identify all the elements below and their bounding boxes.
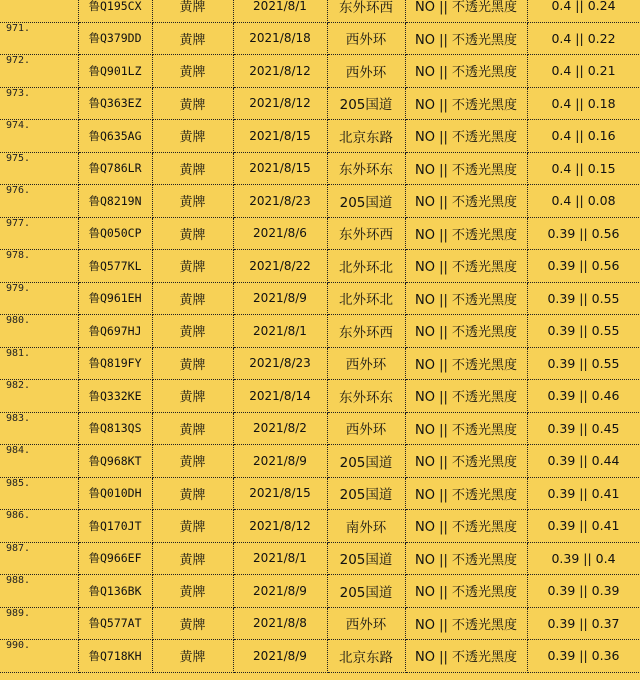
row-number-cell: 988. bbox=[0, 575, 78, 608]
row-number-cell: 979. bbox=[0, 282, 78, 315]
plate-color-cell: 黄牌 bbox=[152, 640, 233, 673]
plate-number-cell: 鲁Q968KT bbox=[78, 445, 152, 478]
date-cell: 2021/8/6 bbox=[233, 217, 327, 250]
road-cell: 西外环 bbox=[327, 22, 405, 55]
table-row bbox=[0, 185, 640, 218]
road-cell: 南外环 bbox=[327, 510, 405, 543]
plate-number-cell: 鲁Q966EF bbox=[78, 542, 152, 575]
measured-values-cell: 0.39 || 0.41 bbox=[527, 477, 640, 510]
check-result-cell: NO || 不透光黑度 bbox=[405, 217, 527, 250]
date-cell: 2021/8/15 bbox=[233, 120, 327, 153]
table-row bbox=[0, 510, 640, 543]
date-cell: 2021/8/22 bbox=[233, 250, 327, 283]
date-cell: 2021/8/9 bbox=[233, 445, 327, 478]
row-number-cell: 972. bbox=[0, 55, 78, 88]
row-number-cell: 980. bbox=[0, 315, 78, 348]
check-result-cell: NO || 不透光黑度 bbox=[405, 607, 527, 640]
check-result-cell: NO || 不透光黑度 bbox=[405, 120, 527, 153]
row-number-cell: 971. bbox=[0, 22, 78, 55]
plate-number-cell: 鲁Q901LZ bbox=[78, 55, 152, 88]
plate-color-cell: 黄牌 bbox=[152, 87, 233, 120]
plate-number-cell: 鲁Q577AT bbox=[78, 607, 152, 640]
road-cell: 西外环 bbox=[327, 347, 405, 380]
measured-values-cell: 0.39 || 0.44 bbox=[527, 445, 640, 478]
date-cell: 2021/8/9 bbox=[233, 575, 327, 608]
check-result-cell: NO || 不透光黑度 bbox=[405, 22, 527, 55]
table-row bbox=[0, 55, 640, 88]
road-cell: 西外环 bbox=[327, 55, 405, 88]
plate-number-cell: 鲁Q786LR bbox=[78, 152, 152, 185]
plate-number-cell: 鲁Q195CX bbox=[78, 0, 152, 22]
row-number-cell: 977. bbox=[0, 217, 78, 250]
check-result-cell: NO || 不透光黑度 bbox=[405, 185, 527, 218]
measured-values-cell: 0.4 || 0.21 bbox=[527, 55, 640, 88]
measured-values-cell: 0.4 || 0.08 bbox=[527, 185, 640, 218]
measured-values-cell: 0.39 || 0.36 bbox=[527, 640, 640, 673]
table-row bbox=[0, 22, 640, 55]
table-row bbox=[0, 640, 640, 673]
table-row bbox=[0, 445, 640, 478]
check-result-cell: NO || 不透光黑度 bbox=[405, 282, 527, 315]
measured-values-cell: 0.39 || 0.55 bbox=[527, 282, 640, 315]
table-row bbox=[0, 87, 640, 120]
date-cell: 2021/8/14 bbox=[233, 380, 327, 413]
road-cell: 东外环西 bbox=[327, 0, 405, 22]
table-row bbox=[0, 250, 640, 283]
date-cell: 2021/8/2 bbox=[233, 412, 327, 445]
plate-color-cell: 黄牌 bbox=[152, 217, 233, 250]
check-result-cell: NO || 不透光黑度 bbox=[405, 542, 527, 575]
plate-number-cell: 鲁Q136BK bbox=[78, 575, 152, 608]
row-number-cell: 987. bbox=[0, 542, 78, 575]
row-number-cell: 981. bbox=[0, 347, 78, 380]
plate-number-cell: 鲁Q050CP bbox=[78, 217, 152, 250]
date-cell: 2021/8/12 bbox=[233, 87, 327, 120]
road-cell: 东外环东 bbox=[327, 380, 405, 413]
plate-color-cell: 黄牌 bbox=[152, 575, 233, 608]
plate-color-cell: 黄牌 bbox=[152, 120, 233, 153]
plate-color-cell: 黄牌 bbox=[152, 55, 233, 88]
measured-values-cell: 0.39 || 0.45 bbox=[527, 412, 640, 445]
plate-number-cell: 鲁Q635AG bbox=[78, 120, 152, 153]
check-result-cell: NO || 不透光黑度 bbox=[405, 412, 527, 445]
table-row bbox=[0, 575, 640, 608]
road-cell: 205国道 bbox=[327, 542, 405, 575]
plate-number-cell: 鲁Q8219N bbox=[78, 185, 152, 218]
road-cell: 205国道 bbox=[327, 477, 405, 510]
plate-color-cell: 黄牌 bbox=[152, 282, 233, 315]
measured-values-cell: 0.39 || 0.56 bbox=[527, 217, 640, 250]
measured-values-cell: 0.39 || 0.55 bbox=[527, 315, 640, 348]
road-cell: 北京东路 bbox=[327, 640, 405, 673]
plate-color-cell: 黄牌 bbox=[152, 315, 233, 348]
check-result-cell: NO || 不透光黑度 bbox=[405, 315, 527, 348]
road-cell: 东外环东 bbox=[327, 152, 405, 185]
date-cell: 2021/8/8 bbox=[233, 607, 327, 640]
road-cell: 205国道 bbox=[327, 575, 405, 608]
check-result-cell: NO || 不透光黑度 bbox=[405, 640, 527, 673]
table-row bbox=[0, 120, 640, 153]
plate-number-cell: 鲁Q379DD bbox=[78, 22, 152, 55]
road-cell: 北外环北 bbox=[327, 250, 405, 283]
measured-values-cell: 0.39 || 0.46 bbox=[527, 380, 640, 413]
table-row bbox=[0, 152, 640, 185]
table-row bbox=[0, 0, 640, 22]
plate-color-cell: 黄牌 bbox=[152, 445, 233, 478]
check-result-cell: NO || 不透光黑度 bbox=[405, 55, 527, 88]
table-row bbox=[0, 217, 640, 250]
plate-number-cell: 鲁Q332KE bbox=[78, 380, 152, 413]
plate-color-cell: 黄牌 bbox=[152, 542, 233, 575]
row-number-cell: 985. bbox=[0, 477, 78, 510]
check-result-cell: NO || 不透光黑度 bbox=[405, 0, 527, 22]
road-cell: 205国道 bbox=[327, 185, 405, 218]
table-row bbox=[0, 282, 640, 315]
check-result-cell: NO || 不透光黑度 bbox=[405, 380, 527, 413]
date-cell: 2021/8/15 bbox=[233, 152, 327, 185]
plate-number-cell: 鲁Q363EZ bbox=[78, 87, 152, 120]
check-result-cell: NO || 不透光黑度 bbox=[405, 477, 527, 510]
row-number-cell: 982. bbox=[0, 380, 78, 413]
measured-values-cell: 0.4 || 0.15 bbox=[527, 152, 640, 185]
check-result-cell: NO || 不透光黑度 bbox=[405, 87, 527, 120]
row-number-cell: 978. bbox=[0, 250, 78, 283]
row-number-cell: 986. bbox=[0, 510, 78, 543]
road-cell: 北外环北 bbox=[327, 282, 405, 315]
row-number-cell: 976. bbox=[0, 185, 78, 218]
road-cell: 205国道 bbox=[327, 87, 405, 120]
row-number-cell: 973. bbox=[0, 87, 78, 120]
date-cell: 2021/8/9 bbox=[233, 640, 327, 673]
measured-values-cell: 0.39 || 0.41 bbox=[527, 510, 640, 543]
row-number-cell: 974. bbox=[0, 120, 78, 153]
check-result-cell: NO || 不透光黑度 bbox=[405, 510, 527, 543]
date-cell: 2021/8/18 bbox=[233, 22, 327, 55]
date-cell: 2021/8/15 bbox=[233, 477, 327, 510]
plate-number-cell: 鲁Q961EH bbox=[78, 282, 152, 315]
row-number-cell: 990. bbox=[0, 640, 78, 673]
plate-number-cell: 鲁Q718KH bbox=[78, 640, 152, 673]
date-cell: 2021/8/1 bbox=[233, 542, 327, 575]
date-cell: 2021/8/12 bbox=[233, 55, 327, 88]
check-result-cell: NO || 不透光黑度 bbox=[405, 347, 527, 380]
road-cell: 北京东路 bbox=[327, 120, 405, 153]
plate-color-cell: 黄牌 bbox=[152, 510, 233, 543]
row-number-cell: 984. bbox=[0, 445, 78, 478]
measured-values-cell: 0.4 || 0.24 bbox=[527, 0, 640, 22]
plate-color-cell: 黄牌 bbox=[152, 412, 233, 445]
date-cell: 2021/8/1 bbox=[233, 315, 327, 348]
measured-values-cell: 0.39 || 0.55 bbox=[527, 347, 640, 380]
measured-values-cell: 0.4 || 0.22 bbox=[527, 22, 640, 55]
date-cell: 2021/8/23 bbox=[233, 185, 327, 218]
table-row bbox=[0, 477, 640, 510]
check-result-cell: NO || 不透光黑度 bbox=[405, 250, 527, 283]
date-cell: 2021/8/12 bbox=[233, 510, 327, 543]
table-row bbox=[0, 380, 640, 413]
table-row bbox=[0, 542, 640, 575]
row-number-cell: 983. bbox=[0, 412, 78, 445]
table-row bbox=[0, 315, 640, 348]
measured-values-cell: 0.4 || 0.18 bbox=[527, 87, 640, 120]
plate-color-cell: 黄牌 bbox=[152, 0, 233, 22]
plate-number-cell: 鲁Q697HJ bbox=[78, 315, 152, 348]
row-number-cell bbox=[0, 0, 78, 22]
road-cell: 205国道 bbox=[327, 445, 405, 478]
plate-color-cell: 黄牌 bbox=[152, 607, 233, 640]
plate-number-cell: 鲁Q170JT bbox=[78, 510, 152, 543]
plate-color-cell: 黄牌 bbox=[152, 380, 233, 413]
table-row bbox=[0, 607, 640, 640]
row-number-cell: 975. bbox=[0, 152, 78, 185]
table-row bbox=[0, 347, 640, 380]
road-cell: 东外环西 bbox=[327, 315, 405, 348]
check-result-cell: NO || 不透光黑度 bbox=[405, 575, 527, 608]
plate-color-cell: 黄牌 bbox=[152, 250, 233, 283]
road-cell: 西外环 bbox=[327, 607, 405, 640]
plate-number-cell: 鲁Q813QS bbox=[78, 412, 152, 445]
date-cell: 2021/8/9 bbox=[233, 282, 327, 315]
check-result-cell: NO || 不透光黑度 bbox=[405, 445, 527, 478]
plate-color-cell: 黄牌 bbox=[152, 185, 233, 218]
road-cell: 东外环西 bbox=[327, 217, 405, 250]
measured-values-cell: 0.39 || 0.4 bbox=[527, 542, 640, 575]
measured-values-cell: 0.4 || 0.16 bbox=[527, 120, 640, 153]
date-cell: 2021/8/1 bbox=[233, 0, 327, 22]
measured-values-cell: 0.39 || 0.39 bbox=[527, 575, 640, 608]
table-row bbox=[0, 412, 640, 445]
road-cell: 西外环 bbox=[327, 412, 405, 445]
plate-number-cell: 鲁Q577KL bbox=[78, 250, 152, 283]
plate-color-cell: 黄牌 bbox=[152, 347, 233, 380]
row-number-cell: 989. bbox=[0, 607, 78, 640]
plate-color-cell: 黄牌 bbox=[152, 152, 233, 185]
check-result-cell: NO || 不透光黑度 bbox=[405, 152, 527, 185]
plate-color-cell: 黄牌 bbox=[152, 22, 233, 55]
plate-number-cell: 鲁Q010DH bbox=[78, 477, 152, 510]
plate-color-cell: 黄牌 bbox=[152, 477, 233, 510]
measured-values-cell: 0.39 || 0.56 bbox=[527, 250, 640, 283]
measured-values-cell: 0.39 || 0.37 bbox=[527, 607, 640, 640]
plate-number-cell: 鲁Q819FY bbox=[78, 347, 152, 380]
date-cell: 2021/8/23 bbox=[233, 347, 327, 380]
